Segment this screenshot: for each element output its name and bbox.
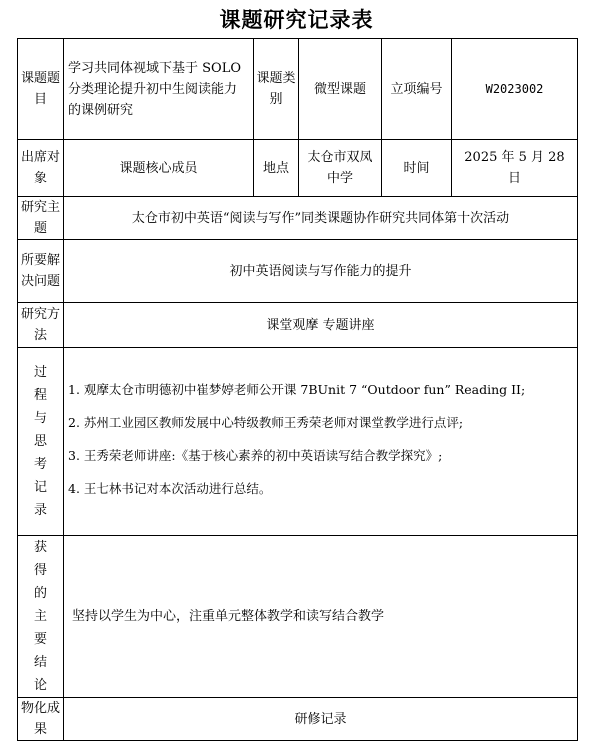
output-value: 研修记录: [64, 698, 578, 741]
project-no-value: W2023002: [452, 39, 578, 140]
process-step: 4. 王七林书记对本次活动进行总结。: [68, 480, 272, 496]
project-no-label: 立项编号: [382, 39, 452, 140]
process-step: 3. 王秀荣老师讲座:《基于核心素养的初中英语读写结合教学探究》;: [68, 447, 443, 463]
problem-value: 初中英语阅读与写作能力的提升: [64, 240, 578, 303]
location-value: 太仓市双凤中学: [299, 140, 382, 197]
category-label: 课题类别: [254, 39, 299, 140]
category-value: 微型课题: [299, 39, 382, 140]
theme-value: 太仓市初中英语“阅读与写作”同类课题协作研究共同体第十次活动: [64, 197, 578, 240]
table-row: [18, 536, 578, 698]
topic-label: 课题题目: [18, 39, 64, 140]
topic-value: 学习共同体视域下基于 SOLO 分类理论提升初中生阅读能力的课例研究: [64, 39, 254, 140]
problem-label: 所要解决问题: [18, 240, 64, 303]
process-steps: [64, 348, 578, 536]
page-title: 课题研究记录表: [219, 7, 374, 32]
time-value: 2025 年 5 月 28 日: [452, 140, 578, 197]
table-row: [18, 140, 578, 197]
conclusion-label: 获 得 的 主 要 结 论: [18, 536, 64, 698]
time-label: 时间: [382, 140, 452, 197]
conclusion-value: 坚持以学生为中心，注重单元整体教学和读写结合教学: [64, 536, 578, 698]
table-row: [18, 240, 578, 303]
location-label: 地点: [254, 140, 299, 197]
table-row: [18, 348, 578, 536]
output-label: 物化成果: [18, 698, 64, 741]
table-row: [18, 303, 578, 348]
process-step: 1. 观摩太仓市明德初中崔梦婷老师公开课 7BUnit 7 “Outdoor fun” Reading II;: [68, 381, 526, 397]
record-table: [17, 38, 578, 741]
table-row: [18, 197, 578, 240]
theme-label: 研究主题: [18, 197, 64, 240]
process-step: 2. 苏州工业园区教师发展中心特级教师王秀荣老师对课堂教学进行点评;: [68, 414, 464, 430]
attendees-value: 课题核心成员: [64, 140, 254, 197]
process-label: 过 程 与 思 考 记 录: [18, 348, 64, 536]
method-label: 研究方法: [18, 303, 64, 348]
method-value: 课堂观摩 专题讲座: [64, 303, 578, 348]
table-row: [18, 39, 578, 140]
attendees-label: 出席对象: [18, 140, 64, 197]
table-row: [18, 698, 578, 741]
